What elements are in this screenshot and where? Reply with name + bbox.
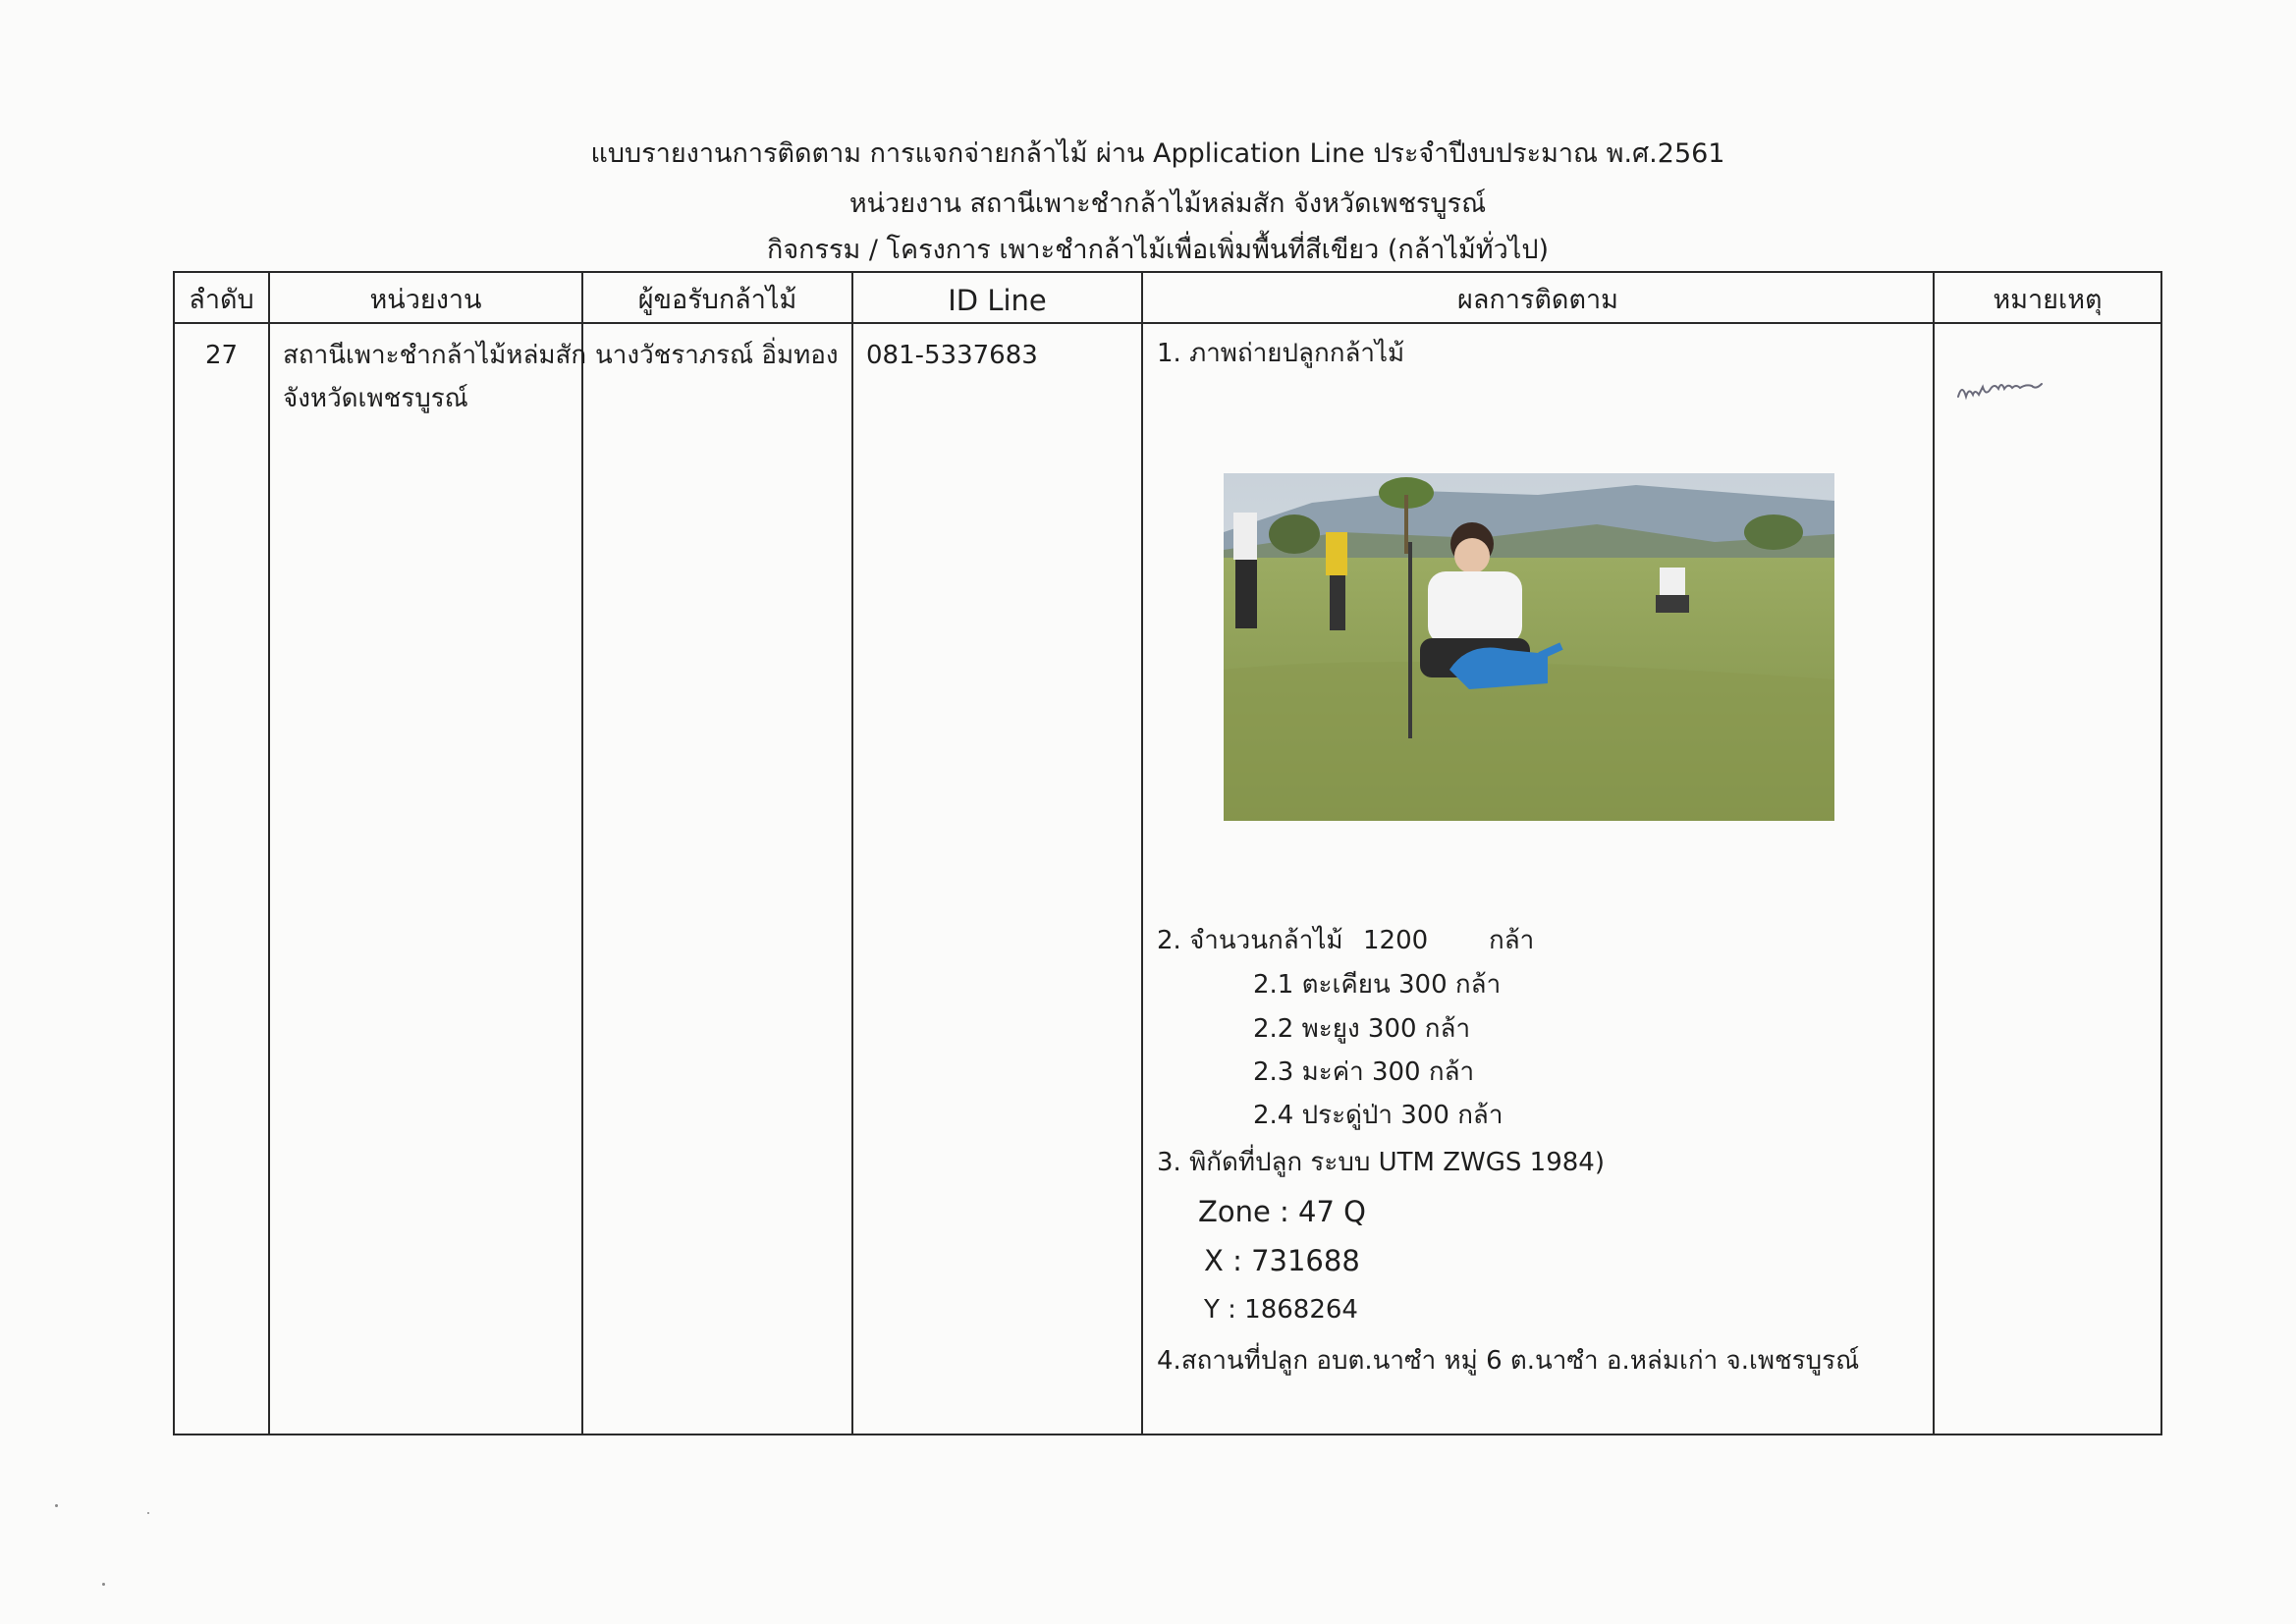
activity-line: กิจกรรม / โครงการ เพาะชำกล้าไม้เพื่อเพิ่มพื้นที่สีเขียว (กล้าไม้ทั่วไป): [766, 235, 1550, 265]
cell-id-line: 081-5337683: [866, 341, 1038, 370]
planting-photo: [1224, 473, 1834, 821]
scan-speck: [55, 1504, 58, 1507]
cell-order: 27: [204, 341, 239, 370]
planting-location: 4.สถานที่ปลูก อบต.นาซำ หมู่ 6 ต.นาซำ อ.หล่มเก่า จ.เพชรบูรณ์: [1157, 1346, 1860, 1376]
species-item-2: 2.2 พะยูง 300 กล้า: [1253, 1014, 1471, 1044]
col-divider-4: [1141, 271, 1143, 1435]
header-result: ผลการติดตาม: [1457, 285, 1618, 315]
seedling-count-label: 2. จำนวนกล้าไม้: [1157, 926, 1343, 955]
header-remark: หมายเหตุ: [1993, 285, 2103, 315]
header-agency: หน่วยงาน: [369, 285, 482, 315]
col-divider-5: [1933, 271, 1935, 1435]
species-item-1: 2.1 ตะเคียน 300 กล้า: [1253, 970, 1502, 1000]
utm-y: Y : 1868264: [1204, 1295, 1358, 1325]
col-divider-1: [268, 271, 270, 1435]
utm-zone: Zone : 47 Q: [1198, 1195, 1366, 1228]
header-order: ลำดับ: [189, 285, 254, 315]
scan-speck: [102, 1583, 105, 1586]
header-recipient: ผู้ขอรับกล้าไม้: [637, 285, 797, 315]
header-divider: [173, 322, 2162, 324]
photo-title: 1. ภาพถ่ายปลูกกล้าไม้: [1157, 339, 1405, 368]
seedling-count-value: 1200: [1363, 926, 1429, 955]
col-divider-2: [581, 271, 583, 1435]
species-item-3: 2.3 มะค่า 300 กล้า: [1253, 1057, 1475, 1087]
scan-speck: [147, 1512, 149, 1514]
species-item-4: 2.4 ประดู่ป่า 300 กล้า: [1253, 1101, 1503, 1130]
seedling-count-unit: กล้า: [1489, 926, 1535, 955]
handwritten-remark: [1954, 371, 2062, 406]
cell-recipient: นางวัชราภรณ์ อิ่มทอง: [595, 341, 839, 370]
cell-agency-line1: สถานีเพาะชำกล้าไม้หล่มสัก: [283, 341, 587, 370]
col-divider-3: [851, 271, 853, 1435]
report-table: [173, 271, 2162, 1435]
header-id-line: ID Line: [948, 284, 1047, 317]
agency-line: หน่วยงาน สถานีเพาะชำกล้าไม้หล่มสัก จังหวัดเพชรบูรณ์: [848, 189, 1487, 219]
coordinate-title: 3. พิกัดที่ปลูก ระบบ UTM ZWGS 1984): [1157, 1148, 1605, 1177]
utm-x: X : 731688: [1204, 1244, 1360, 1277]
report-title: แบบรายงานการติดตาม การแจกจ่ายกล้าไม้ ผ่าน Application Line ประจำปีงบประมาณ พ.ศ.2561: [590, 138, 1725, 169]
cell-agency-line2: จังหวัดเพชรบูรณ์: [283, 384, 468, 413]
